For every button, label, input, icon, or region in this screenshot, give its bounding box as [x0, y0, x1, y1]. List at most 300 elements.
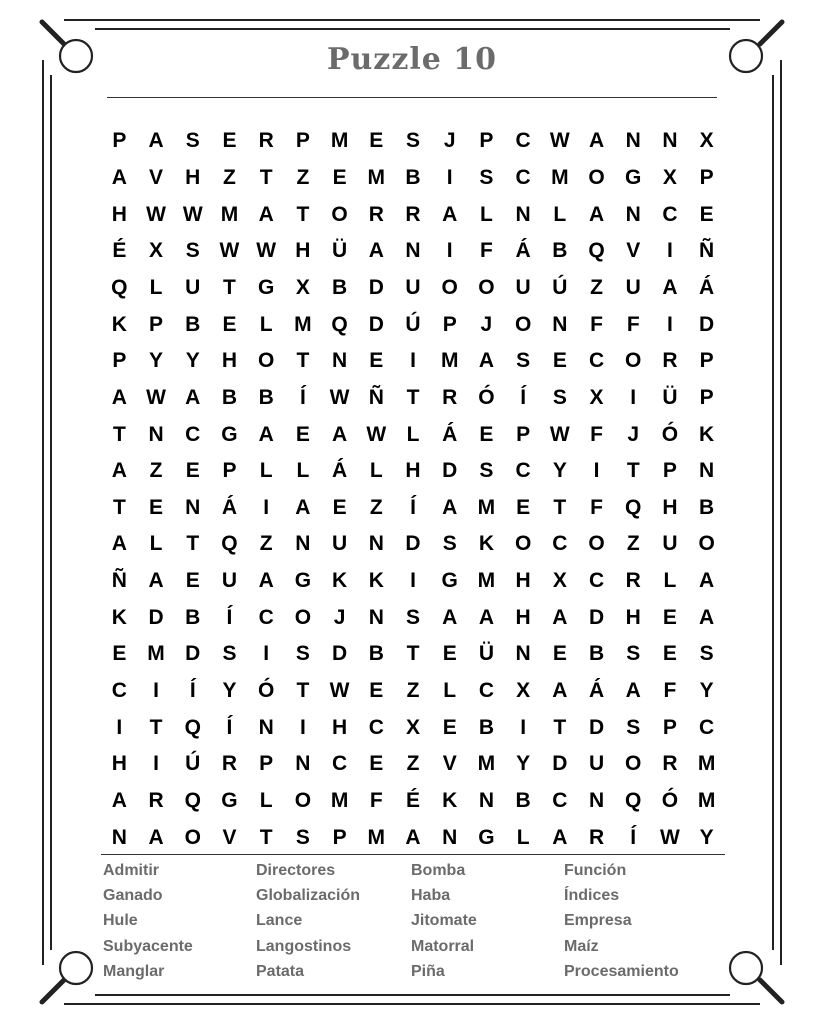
grid-cell[interactable]: B: [588, 642, 605, 666]
grid-cell[interactable]: T: [296, 202, 310, 226]
grid-cell[interactable]: O: [294, 789, 312, 813]
grid-cell[interactable]: H: [515, 605, 531, 629]
grid-cell[interactable]: Í: [299, 385, 306, 409]
grid-cell[interactable]: M: [551, 165, 569, 189]
grid-cell[interactable]: E: [442, 642, 457, 666]
grid-cell[interactable]: I: [153, 752, 159, 776]
grid-cell[interactable]: Ú: [552, 275, 568, 299]
grid-cell[interactable]: O: [478, 275, 495, 299]
grid-cell[interactable]: C: [111, 679, 127, 703]
grid-cell[interactable]: R: [662, 349, 678, 373]
grid-cell[interactable]: S: [295, 642, 310, 666]
grid-cell[interactable]: D: [552, 752, 568, 776]
grid-cell[interactable]: G: [221, 422, 238, 446]
grid-cell[interactable]: W: [182, 202, 203, 226]
grid-cell[interactable]: N: [405, 239, 421, 263]
grid-cell[interactable]: U: [185, 275, 201, 299]
grid-cell[interactable]: A: [478, 349, 494, 373]
grid-cell[interactable]: A: [699, 569, 715, 593]
grid-cell[interactable]: Z: [626, 532, 640, 556]
grid-cell[interactable]: H: [515, 569, 531, 593]
grid-cell[interactable]: Q: [331, 312, 348, 336]
grid-cell[interactable]: Q: [184, 789, 201, 813]
grid-cell[interactable]: Q: [625, 789, 642, 813]
grid-cell[interactable]: L: [663, 569, 677, 593]
grid-cell[interactable]: P: [699, 165, 714, 189]
grid-cell[interactable]: M: [330, 129, 349, 153]
grid-cell[interactable]: Ó: [257, 679, 275, 703]
grid-cell[interactable]: O: [698, 532, 715, 556]
grid-cell[interactable]: A: [148, 129, 164, 153]
grid-cell[interactable]: U: [405, 275, 421, 299]
grid-cell[interactable]: P: [699, 385, 714, 409]
grid-cell[interactable]: A: [111, 789, 127, 813]
grid-cell[interactable]: T: [259, 165, 273, 189]
grid-cell[interactable]: R: [662, 752, 678, 776]
grid-cell[interactable]: Á: [332, 459, 348, 483]
grid-cell[interactable]: Y: [149, 349, 164, 373]
grid-cell[interactable]: N: [588, 789, 605, 813]
grid-cell[interactable]: E: [662, 642, 677, 666]
grid-cell[interactable]: T: [553, 715, 567, 739]
grid-cell[interactable]: T: [149, 715, 163, 739]
grid-cell[interactable]: N: [478, 789, 494, 813]
grid-cell[interactable]: E: [295, 422, 310, 446]
grid-cell[interactable]: P: [479, 129, 494, 153]
grid-cell[interactable]: H: [295, 239, 311, 263]
grid-cell[interactable]: A: [699, 605, 715, 629]
grid-cell[interactable]: S: [699, 642, 714, 666]
grid-cell[interactable]: V: [626, 239, 641, 263]
grid-cell[interactable]: Q: [588, 239, 605, 263]
grid-cell[interactable]: H: [111, 752, 127, 776]
grid-cell[interactable]: N: [515, 202, 531, 226]
grid-cell[interactable]: B: [515, 789, 531, 813]
grid-cell[interactable]: O: [588, 165, 605, 189]
grid-cell[interactable]: L: [406, 422, 420, 446]
grid-cell[interactable]: I: [667, 312, 673, 336]
grid-cell[interactable]: C: [588, 569, 605, 593]
grid-cell[interactable]: D: [185, 642, 201, 666]
grid-cell[interactable]: E: [552, 642, 567, 666]
grid-cell[interactable]: J: [627, 422, 640, 446]
grid-cell[interactable]: X: [405, 715, 420, 739]
grid-cell[interactable]: L: [369, 459, 383, 483]
grid-cell[interactable]: W: [549, 422, 570, 446]
grid-cell[interactable]: W: [549, 129, 570, 153]
grid-cell[interactable]: C: [515, 459, 531, 483]
grid-cell[interactable]: E: [479, 422, 494, 446]
grid-cell[interactable]: N: [258, 715, 274, 739]
grid-cell[interactable]: I: [630, 385, 637, 409]
grid-cell[interactable]: W: [256, 239, 277, 263]
grid-cell[interactable]: H: [405, 459, 421, 483]
grid-cell[interactable]: N: [552, 312, 568, 336]
grid-cell[interactable]: É: [112, 239, 127, 263]
grid-cell[interactable]: U: [625, 275, 641, 299]
grid-cell[interactable]: A: [405, 825, 421, 849]
grid-cell[interactable]: S: [405, 605, 420, 629]
grid-cell[interactable]: L: [259, 789, 273, 813]
grid-cell[interactable]: Ü: [332, 239, 348, 263]
grid-cell[interactable]: L: [443, 679, 457, 703]
grid-cell[interactable]: X: [662, 165, 677, 189]
grid-cell[interactable]: A: [662, 275, 678, 299]
grid-cell[interactable]: N: [515, 642, 531, 666]
grid-cell[interactable]: T: [112, 495, 126, 519]
grid-cell[interactable]: L: [479, 202, 493, 226]
grid-cell[interactable]: Ú: [185, 752, 201, 776]
grid-cell[interactable]: R: [405, 202, 421, 226]
grid-cell[interactable]: I: [116, 715, 123, 739]
grid-cell[interactable]: P: [662, 715, 677, 739]
grid-cell[interactable]: S: [442, 532, 457, 556]
grid-cell[interactable]: A: [588, 129, 605, 153]
grid-cell[interactable]: B: [185, 605, 201, 629]
grid-cell[interactable]: I: [593, 459, 600, 483]
grid-cell[interactable]: Y: [185, 349, 200, 373]
grid-cell[interactable]: O: [331, 202, 348, 226]
grid-cell[interactable]: G: [478, 825, 495, 849]
grid-cell[interactable]: S: [185, 239, 200, 263]
grid-cell[interactable]: P: [259, 752, 274, 776]
grid-cell[interactable]: É: [405, 789, 420, 813]
grid-cell[interactable]: O: [441, 275, 458, 299]
grid-cell[interactable]: T: [112, 422, 126, 446]
grid-cell[interactable]: B: [699, 495, 715, 519]
grid-cell[interactable]: M: [330, 789, 349, 813]
grid-cell[interactable]: E: [222, 129, 237, 153]
grid-cell[interactable]: Z: [223, 165, 236, 189]
grid-cell[interactable]: Y: [699, 679, 714, 703]
grid-cell[interactable]: S: [626, 715, 641, 739]
grid-cell[interactable]: M: [697, 789, 716, 813]
grid-cell[interactable]: T: [259, 825, 273, 849]
grid-cell[interactable]: A: [148, 569, 164, 593]
grid-cell[interactable]: Ó: [478, 385, 495, 409]
grid-cell[interactable]: H: [185, 165, 201, 189]
grid-cell[interactable]: A: [185, 385, 201, 409]
grid-cell[interactable]: K: [111, 605, 127, 629]
grid-cell[interactable]: Ü: [478, 642, 494, 666]
grid-cell[interactable]: I: [299, 715, 306, 739]
grid-cell[interactable]: Á: [588, 679, 605, 703]
grid-cell[interactable]: A: [258, 569, 274, 593]
grid-cell[interactable]: X: [552, 569, 567, 593]
grid-cell[interactable]: P: [332, 825, 347, 849]
grid-cell[interactable]: N: [185, 495, 201, 519]
grid-cell[interactable]: Í: [226, 715, 233, 739]
grid-cell[interactable]: Ñ: [699, 239, 715, 263]
grid-cell[interactable]: I: [263, 495, 270, 519]
grid-cell[interactable]: E: [185, 569, 200, 593]
grid-cell[interactable]: Y: [516, 752, 531, 776]
grid-cell[interactable]: P: [516, 422, 531, 446]
grid-cell[interactable]: D: [588, 605, 605, 629]
grid-cell[interactable]: I: [446, 239, 453, 263]
grid-cell[interactable]: L: [259, 312, 273, 336]
grid-cell[interactable]: G: [441, 569, 458, 593]
grid-cell[interactable]: H: [111, 202, 127, 226]
grid-cell[interactable]: A: [258, 202, 274, 226]
grid-cell[interactable]: C: [662, 202, 678, 226]
grid-cell[interactable]: S: [405, 129, 420, 153]
grid-cell[interactable]: E: [662, 605, 677, 629]
grid-cell[interactable]: Í: [520, 385, 527, 409]
grid-cell[interactable]: M: [294, 312, 312, 336]
grid-cell[interactable]: A: [478, 605, 494, 629]
grid-cell[interactable]: A: [111, 532, 127, 556]
grid-cell[interactable]: D: [368, 275, 384, 299]
grid-cell[interactable]: O: [588, 532, 605, 556]
grid-cell[interactable]: E: [332, 495, 347, 519]
grid-cell[interactable]: G: [625, 165, 642, 189]
grid-cell[interactable]: P: [149, 312, 164, 336]
grid-cell[interactable]: N: [625, 202, 641, 226]
grid-cell[interactable]: I: [410, 349, 416, 373]
grid-cell[interactable]: C: [478, 679, 494, 703]
grid-cell[interactable]: L: [149, 275, 163, 299]
grid-cell[interactable]: Á: [442, 422, 458, 446]
grid-cell[interactable]: K: [699, 422, 715, 446]
grid-cell[interactable]: Z: [259, 532, 273, 556]
grid-cell[interactable]: Á: [699, 275, 715, 299]
grid-cell[interactable]: F: [590, 312, 603, 336]
grid-cell[interactable]: F: [663, 679, 677, 703]
grid-cell[interactable]: K: [111, 312, 127, 336]
grid-cell[interactable]: P: [662, 459, 677, 483]
grid-cell[interactable]: F: [369, 789, 383, 813]
grid-cell[interactable]: S: [185, 129, 200, 153]
grid-cell[interactable]: N: [332, 349, 348, 373]
grid-cell[interactable]: C: [332, 752, 348, 776]
grid-cell[interactable]: P: [442, 312, 457, 336]
grid-cell[interactable]: A: [332, 422, 348, 446]
grid-cell[interactable]: Ñ: [368, 385, 384, 409]
grid-cell[interactable]: X: [699, 129, 714, 153]
grid-cell[interactable]: A: [111, 165, 127, 189]
grid-cell[interactable]: Í: [189, 679, 196, 703]
grid-cell[interactable]: C: [552, 532, 568, 556]
grid-cell[interactable]: Í: [630, 825, 637, 849]
grid-cell[interactable]: R: [148, 789, 164, 813]
grid-cell[interactable]: Z: [296, 165, 310, 189]
grid-cell[interactable]: A: [111, 385, 127, 409]
grid-cell[interactable]: R: [258, 129, 274, 153]
grid-cell[interactable]: E: [552, 349, 567, 373]
grid-cell[interactable]: K: [442, 789, 458, 813]
grid-cell[interactable]: U: [588, 752, 605, 776]
grid-cell[interactable]: T: [186, 532, 200, 556]
grid-cell[interactable]: I: [410, 569, 416, 593]
grid-cell[interactable]: T: [626, 459, 640, 483]
grid-cell[interactable]: Q: [221, 532, 238, 556]
grid-cell[interactable]: W: [329, 679, 350, 703]
grid-cell[interactable]: V: [222, 825, 237, 849]
grid-cell[interactable]: A: [111, 459, 127, 483]
grid-cell[interactable]: P: [222, 459, 237, 483]
grid-cell[interactable]: T: [406, 642, 420, 666]
grid-cell[interactable]: A: [368, 239, 384, 263]
grid-cell[interactable]: I: [263, 642, 270, 666]
grid-cell[interactable]: S: [516, 349, 531, 373]
grid-cell[interactable]: E: [185, 459, 200, 483]
grid-cell[interactable]: Ú: [405, 312, 421, 336]
grid-cell[interactable]: N: [699, 459, 715, 483]
grid-cell[interactable]: R: [442, 385, 458, 409]
grid-cell[interactable]: Z: [590, 275, 603, 299]
grid-cell[interactable]: Ñ: [111, 569, 127, 593]
grid-cell[interactable]: C: [185, 422, 201, 446]
grid-cell[interactable]: M: [367, 825, 386, 849]
grid-cell[interactable]: S: [222, 642, 237, 666]
grid-cell[interactable]: N: [368, 532, 384, 556]
grid-cell[interactable]: U: [332, 532, 348, 556]
grid-cell[interactable]: O: [625, 349, 642, 373]
grid-cell[interactable]: G: [257, 275, 275, 299]
grid-cell[interactable]: B: [221, 385, 238, 409]
grid-cell[interactable]: J: [480, 312, 493, 336]
grid-cell[interactable]: Ó: [661, 789, 679, 813]
grid-cell[interactable]: D: [405, 532, 421, 556]
grid-cell[interactable]: U: [221, 569, 238, 593]
grid-cell[interactable]: Z: [149, 459, 163, 483]
grid-cell[interactable]: M: [367, 165, 386, 189]
grid-cell[interactable]: T: [553, 495, 567, 519]
grid-cell[interactable]: N: [662, 129, 678, 153]
grid-cell[interactable]: B: [552, 239, 568, 263]
grid-cell[interactable]: E: [699, 202, 714, 226]
grid-cell[interactable]: F: [590, 422, 603, 446]
grid-cell[interactable]: F: [590, 495, 603, 519]
grid-cell[interactable]: B: [478, 715, 494, 739]
grid-cell[interactable]: E: [112, 642, 127, 666]
grid-cell[interactable]: K: [332, 569, 348, 593]
grid-cell[interactable]: F: [626, 312, 640, 336]
grid-cell[interactable]: C: [552, 789, 568, 813]
grid-cell[interactable]: X: [295, 275, 310, 299]
grid-cell[interactable]: Y: [699, 825, 714, 849]
grid-cell[interactable]: P: [112, 349, 127, 373]
grid-cell[interactable]: N: [295, 532, 311, 556]
grid-cell[interactable]: W: [219, 239, 240, 263]
grid-cell[interactable]: D: [148, 605, 164, 629]
grid-cell[interactable]: E: [332, 165, 347, 189]
grid-cell[interactable]: I: [520, 715, 527, 739]
grid-cell[interactable]: Ó: [661, 422, 679, 446]
grid-cell[interactable]: W: [366, 422, 387, 446]
grid-cell[interactable]: M: [147, 642, 165, 666]
grid-cell[interactable]: A: [258, 422, 274, 446]
grid-cell[interactable]: S: [295, 825, 310, 849]
grid-cell[interactable]: R: [221, 752, 238, 776]
grid-cell[interactable]: E: [369, 129, 384, 153]
grid-cell[interactable]: I: [446, 165, 453, 189]
grid-cell[interactable]: G: [294, 569, 312, 593]
grid-cell[interactable]: D: [588, 715, 605, 739]
grid-cell[interactable]: B: [185, 312, 201, 336]
grid-cell[interactable]: R: [625, 569, 641, 593]
grid-cell[interactable]: K: [368, 569, 384, 593]
grid-cell[interactable]: U: [515, 275, 531, 299]
grid-cell[interactable]: W: [660, 825, 680, 849]
grid-cell[interactable]: D: [368, 312, 384, 336]
grid-cell[interactable]: Á: [221, 495, 238, 519]
grid-cell[interactable]: A: [295, 495, 311, 519]
grid-cell[interactable]: E: [442, 715, 457, 739]
grid-cell[interactable]: T: [406, 385, 420, 409]
grid-cell[interactable]: I: [667, 239, 673, 263]
grid-cell[interactable]: H: [221, 349, 238, 373]
grid-cell[interactable]: N: [368, 605, 384, 629]
grid-cell[interactable]: A: [552, 605, 568, 629]
grid-cell[interactable]: X: [589, 385, 604, 409]
grid-cell[interactable]: P: [699, 349, 714, 373]
grid-cell[interactable]: R: [588, 825, 605, 849]
grid-cell[interactable]: Z: [406, 679, 420, 703]
grid-cell[interactable]: S: [626, 642, 641, 666]
grid-cell[interactable]: V: [149, 165, 164, 189]
grid-cell[interactable]: B: [368, 642, 384, 666]
grid-cell[interactable]: C: [515, 165, 531, 189]
grid-cell[interactable]: C: [368, 715, 384, 739]
grid-cell[interactable]: R: [368, 202, 384, 226]
grid-cell[interactable]: Í: [226, 605, 233, 629]
grid-cell[interactable]: N: [111, 825, 127, 849]
grid-cell[interactable]: E: [516, 495, 531, 519]
grid-cell[interactable]: M: [220, 202, 239, 226]
grid-cell[interactable]: W: [146, 385, 166, 409]
grid-cell[interactable]: Á: [515, 239, 531, 263]
grid-cell[interactable]: L: [149, 532, 163, 556]
grid-cell[interactable]: H: [625, 605, 641, 629]
grid-cell[interactable]: N: [148, 422, 164, 446]
grid-cell[interactable]: A: [148, 825, 164, 849]
grid-cell[interactable]: T: [296, 679, 310, 703]
grid-cell[interactable]: W: [329, 385, 350, 409]
grid-cell[interactable]: J: [443, 129, 456, 153]
grid-cell[interactable]: L: [553, 202, 567, 226]
grid-cell[interactable]: A: [552, 679, 568, 703]
grid-cell[interactable]: C: [258, 605, 274, 629]
grid-cell[interactable]: H: [662, 495, 678, 519]
grid-cell[interactable]: Z: [406, 752, 420, 776]
grid-cell[interactable]: D: [699, 312, 715, 336]
grid-cell[interactable]: E: [369, 752, 384, 776]
grid-cell[interactable]: A: [625, 679, 641, 703]
grid-cell[interactable]: I: [153, 679, 159, 703]
grid-cell[interactable]: Q: [111, 275, 128, 299]
grid-cell[interactable]: Y: [552, 459, 567, 483]
grid-cell[interactable]: E: [222, 312, 237, 336]
grid-cell[interactable]: A: [442, 495, 458, 519]
grid-cell[interactable]: A: [442, 605, 458, 629]
grid-cell[interactable]: N: [442, 825, 458, 849]
grid-cell[interactable]: M: [697, 752, 716, 776]
grid-cell[interactable]: C: [699, 715, 715, 739]
grid-cell[interactable]: L: [259, 459, 273, 483]
grid-cell[interactable]: P: [112, 129, 127, 153]
grid-cell[interactable]: S: [479, 459, 494, 483]
grid-cell[interactable]: A: [552, 825, 568, 849]
grid-cell[interactable]: O: [257, 349, 275, 373]
grid-cell[interactable]: X: [149, 239, 164, 263]
grid-cell[interactable]: T: [296, 349, 310, 373]
grid-cell[interactable]: M: [440, 349, 459, 373]
grid-cell[interactable]: B: [405, 165, 421, 189]
grid-cell[interactable]: Y: [222, 679, 237, 703]
grid-cell[interactable]: E: [149, 495, 164, 519]
